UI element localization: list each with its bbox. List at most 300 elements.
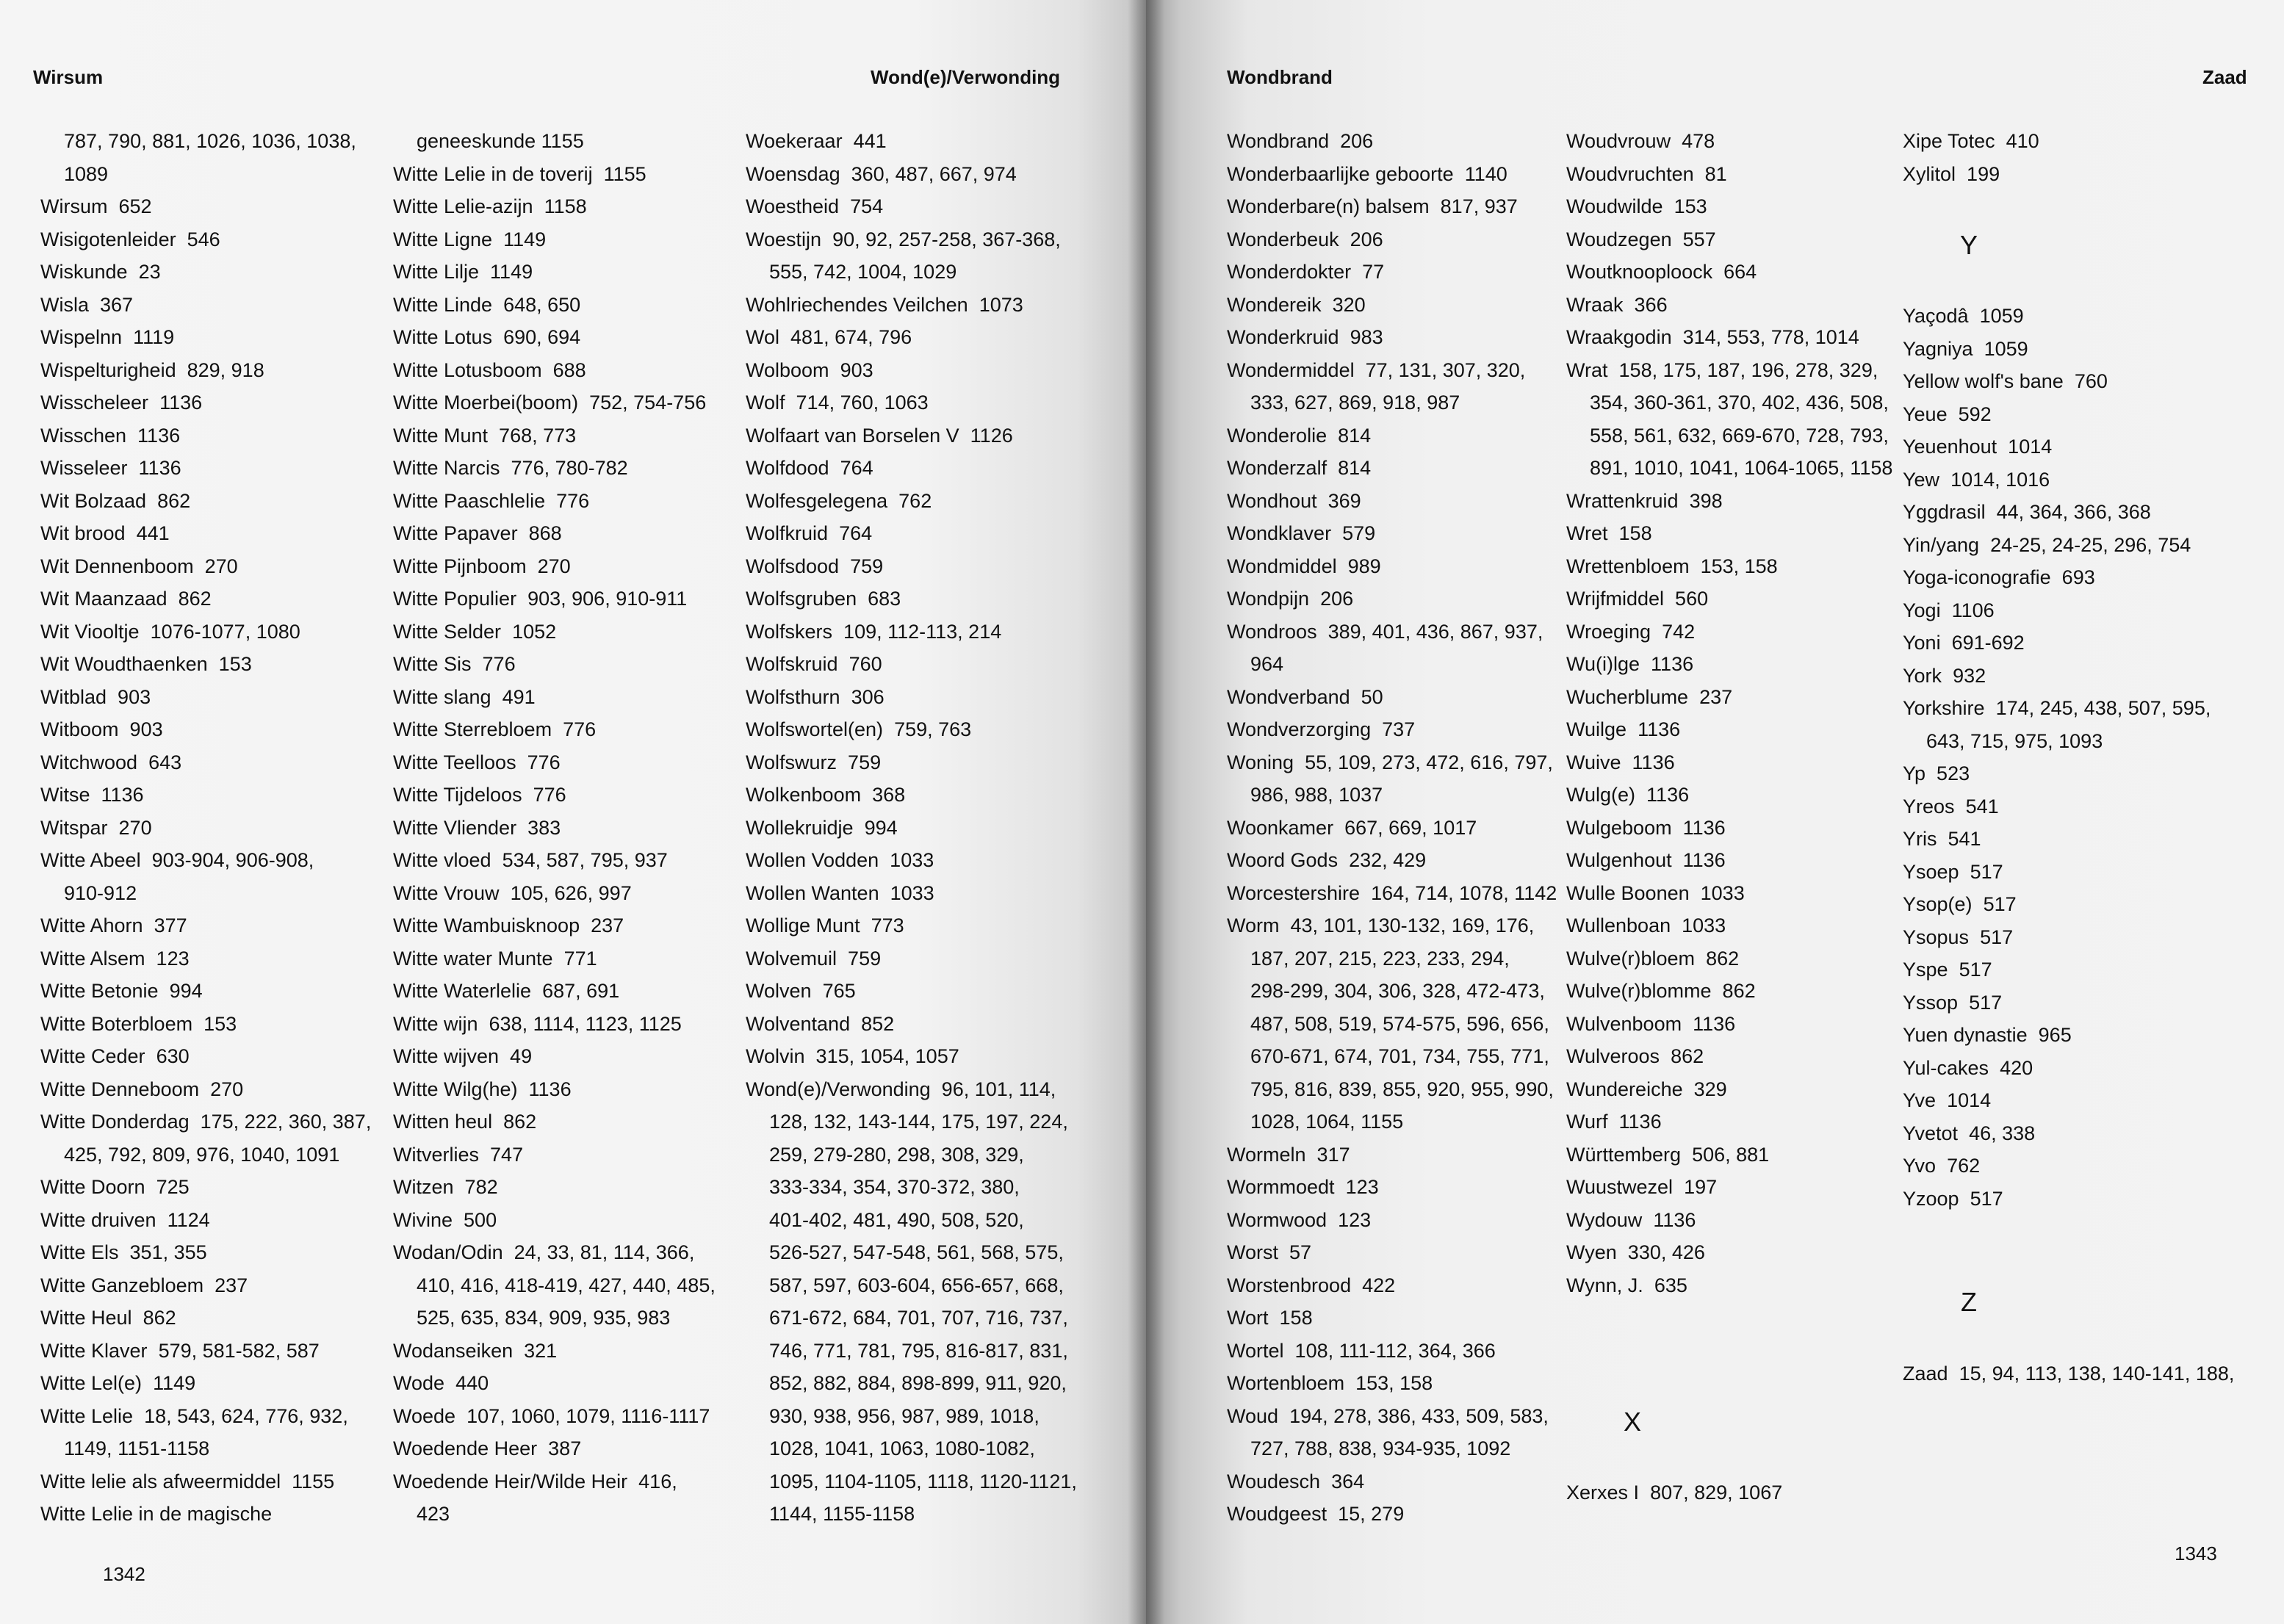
index-entry	[1227, 386, 1557, 419]
entry-page-refs: 55, 109, 273, 472, 616, 797,	[1305, 751, 1553, 773]
entry-page-refs: 638, 1114, 1123, 1125	[489, 1012, 682, 1035]
entry-page-refs: 441	[136, 522, 170, 544]
entry-term: Yve	[1903, 1089, 1937, 1111]
entry-term: Wulve(r)bloem	[1566, 947, 1696, 970]
entry-page-refs: 517	[1970, 1187, 2003, 1210]
index-entry	[1227, 746, 1557, 779]
entry-term: Wit Woudthaenken	[40, 653, 208, 675]
index-column-2	[1566, 125, 1892, 1509]
entry-page-refs: 441	[853, 130, 887, 152]
index-column-1	[1227, 125, 1557, 1531]
entry-page-refs: 1136	[1646, 784, 1690, 806]
index-entry	[1227, 648, 1557, 681]
entry-continuation: 525, 635, 834, 909, 935, 983	[417, 1307, 671, 1329]
index-entry	[746, 419, 1077, 452]
index-entry	[746, 1171, 1077, 1204]
entry-term: Wonderolie	[1227, 424, 1327, 447]
entry-term: Witte wijven	[393, 1045, 500, 1067]
index-entry	[1566, 746, 1892, 779]
entry-page-refs: 868	[528, 522, 562, 544]
entry-page-refs: 903	[129, 718, 163, 740]
index-entry	[746, 681, 1077, 714]
entry-term: Wollen Vodden	[746, 849, 879, 871]
entry-term: Witte vloed	[393, 849, 491, 871]
entry-term: Xerxes I	[1566, 1482, 1640, 1504]
entry-term: Witte Denneboom	[40, 1078, 200, 1100]
index-entry	[393, 681, 716, 714]
entry-continuation: 1028, 1064, 1155	[1250, 1111, 1404, 1133]
entry-term: Witte Teelloos	[393, 751, 516, 773]
entry-page-refs: 158	[1279, 1307, 1313, 1329]
entry-term: Yogi	[1903, 599, 1941, 621]
entry-page-refs: 270	[118, 816, 152, 839]
entry-term: Wolfskers	[746, 620, 833, 643]
index-entry	[40, 386, 371, 419]
entry-page-refs: 630	[156, 1045, 190, 1067]
entry-page-refs: 1136	[1638, 718, 1681, 740]
entry-page-refs: 194, 278, 386, 433, 509, 583,	[1289, 1404, 1549, 1427]
entry-term: Wond(e)/Verwonding	[746, 1078, 931, 1100]
entry-term: Wondmiddel	[1227, 555, 1337, 577]
index-entry	[1566, 942, 1892, 975]
index-entry	[40, 1138, 371, 1172]
index-entry	[393, 713, 716, 746]
entry-term: Wisigotenleider	[40, 228, 176, 250]
entry-page-refs: 541	[1948, 828, 1981, 850]
index-entry	[1227, 1008, 1557, 1041]
entry-page-refs: 1136	[1682, 816, 1726, 839]
entry-page-refs: 1136	[1682, 849, 1726, 871]
entry-term: Witten heul	[393, 1111, 493, 1133]
entry-page-refs: 648, 650	[503, 293, 581, 316]
entry-page-refs: 776	[556, 489, 590, 512]
entry-term: Witte Wambuisknoop	[393, 914, 580, 936]
entry-term: Wolfesgelegena	[746, 489, 888, 512]
entry-term: Yris	[1903, 828, 1937, 850]
index-entry	[1227, 223, 1557, 256]
entry-term: Wisseleer	[40, 457, 128, 479]
entry-page-refs: 667, 669, 1017	[1344, 816, 1477, 839]
entry-term: Wispelturigheid	[40, 358, 176, 381]
index-entry	[393, 485, 716, 518]
index-entry	[1903, 430, 2234, 463]
entry-term: Witte Alsem	[40, 947, 145, 970]
entry-page-refs: 773	[871, 914, 904, 936]
entry-term: Wortenbloem	[1227, 1372, 1345, 1394]
entry-term: Wrat	[1566, 358, 1608, 381]
entry-term: Yagniya	[1903, 337, 1973, 360]
entry-continuation: 727, 788, 838, 934-935, 1092	[1250, 1437, 1511, 1459]
entry-page-refs: 776	[563, 718, 597, 740]
entry-page-refs: 420	[2000, 1056, 2033, 1079]
entry-page-refs: 105, 626, 997	[510, 881, 632, 904]
index-entry	[1566, 1171, 1892, 1204]
entry-term: Yorkshire	[1903, 697, 1985, 719]
entry-term: Wulveroos	[1566, 1045, 1660, 1067]
spacer	[1903, 1215, 2234, 1248]
index-entry	[40, 1465, 371, 1498]
index-entry	[746, 1367, 1077, 1400]
entry-page-refs: 1033	[1700, 881, 1745, 904]
entry-page-refs: 1033	[890, 849, 934, 871]
entry-continuation: 333-334, 354, 370-372, 380,	[769, 1176, 1020, 1198]
index-entry	[40, 256, 371, 289]
index-entry	[393, 1335, 716, 1368]
entry-term: Zaad	[1903, 1362, 1948, 1385]
entry-continuation: 587, 597, 603-604, 656-657, 668,	[769, 1274, 1064, 1296]
index-entry	[746, 1236, 1077, 1269]
spacer	[1566, 1444, 1892, 1477]
entry-page-refs: 77	[1362, 261, 1385, 283]
index-entry	[393, 942, 716, 975]
entry-term: Woord Gods	[1227, 849, 1339, 871]
entry-page-refs: 1136	[101, 784, 144, 806]
index-entry	[1903, 1052, 2234, 1085]
entry-continuation: 643, 715, 975, 1093	[1926, 729, 2103, 752]
entry-term: Worcestershire	[1227, 881, 1361, 904]
index-entry	[40, 1073, 371, 1106]
index-entry	[1903, 823, 2234, 856]
entry-page-refs: 329	[1693, 1078, 1727, 1100]
index-entry	[40, 223, 371, 256]
entry-term: Wolvin	[746, 1045, 805, 1067]
entry-continuation: 964	[1250, 653, 1284, 675]
entry-term: Wonderbaarlijke geboorte	[1227, 162, 1454, 185]
entry-term: Wulve(r)blomme	[1566, 980, 1712, 1002]
entry-page-refs: 478	[1682, 130, 1715, 152]
index-entry	[1903, 398, 2234, 431]
entry-term: Wolfsthurn	[746, 685, 840, 708]
entry-page-refs: 90, 92, 257-258, 367-368,	[832, 228, 1061, 250]
entry-page-refs: 523	[1937, 762, 1970, 784]
entry-term: Witte Lotusboom	[393, 358, 542, 381]
index-entry	[393, 1040, 716, 1073]
entry-term: Wirsum	[40, 195, 108, 217]
entry-term: Witte Els	[40, 1241, 119, 1263]
entry-term: Wu(i)lge	[1566, 653, 1640, 675]
index-entry	[746, 223, 1077, 256]
page-number: 1343	[2175, 1542, 2217, 1565]
spacer	[1903, 1324, 2234, 1357]
entry-continuation: 795, 816, 839, 855, 920, 955, 990,	[1250, 1078, 1554, 1100]
entry-term: Wolfswortel(en)	[746, 718, 884, 740]
index-entry	[1227, 289, 1557, 322]
index-entry	[746, 1335, 1077, 1368]
entry-continuation: 1028, 1041, 1063, 1080-1082,	[769, 1437, 1035, 1459]
index-entry	[746, 125, 1077, 158]
entry-page-refs: 683	[868, 588, 901, 610]
entry-continuation: 259, 279-280, 298, 308, 329,	[769, 1143, 1024, 1166]
index-entry	[1227, 1335, 1557, 1368]
entry-term: Wollige Munt	[746, 914, 860, 936]
entry-continuation: 930, 938, 956, 987, 989, 1018,	[769, 1404, 1040, 1427]
entry-term: Witse	[40, 784, 90, 806]
entry-page-refs: 814	[1338, 424, 1372, 447]
index-entry	[1566, 517, 1892, 550]
entry-page-refs: 317	[1316, 1143, 1350, 1166]
entry-term: Wisscheleer	[40, 391, 149, 414]
entry-page-refs: 199	[1967, 162, 2000, 185]
index-entry	[1227, 1400, 1557, 1433]
entry-page-refs: 517	[1969, 991, 2003, 1014]
index-entry	[1566, 812, 1892, 845]
entry-term: Wit Maanzaad	[40, 588, 167, 610]
entry-page-refs: 15, 279	[1338, 1503, 1405, 1525]
index-entry	[1566, 1476, 1892, 1509]
index-entry	[1903, 1357, 2234, 1390]
entry-page-refs: 364	[1331, 1470, 1365, 1493]
entry-term: Yspe	[1903, 959, 1948, 981]
entry-page-refs: 153	[218, 653, 252, 675]
entry-term: Ysoep	[1903, 860, 1959, 883]
index-entry	[1566, 909, 1892, 942]
index-entry	[393, 452, 716, 485]
index-entry	[1227, 1269, 1557, 1302]
index-entry	[1227, 1465, 1557, 1498]
index-entry	[393, 1498, 716, 1531]
index-entry	[1903, 1183, 2234, 1216]
entry-term: Wort	[1227, 1307, 1269, 1329]
index-entry	[393, 1367, 716, 1400]
entry-term: Wolfaart van Borselen V	[746, 424, 959, 447]
index-entry	[746, 485, 1077, 518]
index-entry	[40, 190, 371, 223]
entry-page-refs: 206	[1350, 228, 1383, 250]
entry-continuation: 852, 882, 884, 898-899, 911, 920,	[769, 1372, 1067, 1394]
entry-term: Woonkamer	[1227, 816, 1334, 839]
index-entry	[1566, 713, 1892, 746]
index-entry	[40, 1040, 371, 1073]
entry-term: Woestheid	[746, 195, 840, 217]
entry-term: Yggdrasil	[1903, 501, 1986, 523]
entry-term: Woedende Heer	[393, 1437, 538, 1459]
index-entry	[1566, 975, 1892, 1008]
entry-page-refs: 768, 773	[499, 424, 577, 447]
index-entry	[40, 877, 371, 910]
entry-term: Wondbrand	[1227, 130, 1330, 152]
entry-page-refs: 903, 906, 910-911	[527, 588, 688, 610]
running-head-right: Wond(e)/Verwonding	[871, 66, 1061, 88]
index-entry	[40, 713, 371, 746]
entry-page-refs: 108, 111-112, 364, 366	[1294, 1339, 1496, 1362]
index-entry	[746, 1073, 1077, 1106]
index-entry	[746, 1302, 1077, 1335]
index-entry	[1227, 125, 1557, 158]
index-entry	[393, 1138, 716, 1172]
entry-page-refs: 1124	[167, 1208, 210, 1231]
entry-term: Wol	[746, 326, 780, 348]
entry-term: Woudvrouw	[1566, 130, 1671, 152]
index-entry	[746, 909, 1077, 942]
entry-page-refs: 652	[118, 195, 152, 217]
index-entry	[393, 1432, 716, 1465]
index-entry	[1227, 942, 1557, 975]
entry-term: Witte Lelie-azijn	[393, 195, 533, 217]
entry-page-refs: 765	[822, 980, 856, 1002]
section-letter: Z	[1961, 1287, 1977, 1317]
index-entry	[1227, 1138, 1557, 1172]
index-entry	[1227, 812, 1557, 845]
index-entry	[1227, 681, 1557, 714]
index-entry	[393, 354, 716, 387]
index-entry	[1227, 354, 1557, 387]
entry-page-refs: 481, 674, 796	[790, 326, 912, 348]
right-page	[1146, 0, 2284, 1624]
index-entry	[40, 125, 371, 158]
index-entry	[40, 1400, 371, 1433]
index-entry	[40, 289, 371, 322]
index-entry	[1566, 681, 1892, 714]
entry-page-refs: 903	[840, 358, 873, 381]
entry-term: Witte Lelie	[40, 1404, 134, 1427]
index-entry	[40, 517, 371, 550]
index-entry	[1227, 190, 1557, 223]
entry-term: Worm	[1227, 914, 1280, 936]
index-entry	[1903, 496, 2234, 529]
entry-page-refs: 1106	[1951, 599, 1995, 621]
index-entry	[40, 1367, 371, 1400]
entry-page-refs: 77, 131, 307, 320,	[1365, 358, 1526, 381]
index-entry	[1566, 256, 1892, 289]
index-column-3	[746, 125, 1077, 1531]
entry-page-refs: 500	[464, 1208, 497, 1231]
index-entry	[393, 1302, 716, 1335]
entry-page-refs: 807, 829, 1067	[1650, 1482, 1783, 1504]
index-entry	[1566, 1073, 1892, 1106]
entry-page-refs: 153	[1674, 195, 1707, 217]
index-entry	[1227, 550, 1557, 583]
entry-page-refs: 175, 222, 360, 387,	[200, 1111, 372, 1133]
entry-page-refs: 123	[156, 947, 190, 970]
section-letter: X	[1623, 1406, 1641, 1437]
index-entry	[40, 1008, 371, 1041]
entry-page-refs: 759	[848, 947, 882, 970]
entry-page-refs: 1014, 1016	[1950, 468, 2050, 491]
entry-page-refs: 1052	[512, 620, 557, 643]
entry-term: Wohlriechendes Veilchen	[746, 293, 968, 316]
index-entry	[40, 550, 371, 583]
entry-page-refs: 1155	[292, 1470, 335, 1493]
entry-term: Witte Vliender	[393, 816, 517, 839]
entry-term: Wraakgodin	[1566, 326, 1672, 348]
entry-page-refs: 1140	[1464, 162, 1507, 185]
index-entry	[40, 746, 371, 779]
index-entry	[746, 1138, 1077, 1172]
entry-term: Wondverzorging	[1227, 718, 1372, 740]
index-entry	[40, 354, 371, 387]
index-entry	[1903, 757, 2234, 790]
index-entry	[393, 1400, 716, 1433]
entry-continuation: 423	[417, 1503, 450, 1525]
entry-continuation: 555, 742, 1004, 1029	[769, 261, 957, 283]
index-entry	[393, 419, 716, 452]
entry-term: Witte Linde	[393, 293, 493, 316]
index-entry	[1227, 321, 1557, 354]
entry-term: Wulg(e)	[1566, 784, 1636, 806]
entry-page-refs: 96, 101, 114,	[941, 1078, 1056, 1100]
entry-page-refs: 1033	[1682, 914, 1726, 936]
entry-page-refs: 764	[839, 522, 873, 544]
index-entry	[1903, 333, 2234, 366]
entry-term: Witte Pijnboom	[393, 555, 527, 577]
index-entry	[746, 746, 1077, 779]
index-entry	[40, 1432, 371, 1465]
index-entry	[1903, 300, 2234, 333]
entry-page-refs: 158	[1618, 522, 1652, 544]
index-entry	[1227, 844, 1557, 877]
entry-term: Wolfsgruben	[746, 588, 857, 610]
entry-term: Wit Viooltje	[40, 620, 140, 643]
entry-page-refs: 754	[850, 195, 884, 217]
index-entry	[1903, 561, 2234, 594]
entry-page-refs: 1136	[1618, 1111, 1662, 1133]
entry-page-refs: 44, 364, 366, 368	[1996, 501, 2151, 523]
entry-term: Wolven	[746, 980, 812, 1002]
index-entry	[393, 386, 716, 419]
entry-term: Woestijn	[746, 228, 822, 250]
entry-continuation: 187, 207, 215, 223, 233, 294,	[1250, 947, 1510, 970]
entry-page-refs: 635	[1654, 1274, 1687, 1296]
index-entry	[393, 1008, 716, 1041]
index-entry	[393, 779, 716, 812]
entry-page-refs: 123	[1338, 1208, 1372, 1231]
entry-page-refs: 237	[1699, 685, 1733, 708]
entry-page-refs: 829, 918	[187, 358, 264, 381]
entry-page-refs: 237	[215, 1274, 248, 1296]
index-entry	[746, 713, 1077, 746]
entry-term: Wulgeboom	[1566, 816, 1672, 839]
index-entry	[40, 1236, 371, 1269]
index-entry	[746, 942, 1077, 975]
entry-continuation: 746, 771, 781, 795, 816-817, 831,	[769, 1339, 1068, 1362]
entry-page-refs: 18, 543, 624, 776, 932,	[144, 1404, 348, 1427]
entry-continuation: 1089	[64, 162, 109, 185]
entry-term: Witte Lotus	[393, 326, 493, 348]
entry-term: Witte slang	[393, 685, 491, 708]
index-entry	[746, 648, 1077, 681]
section-letter: Y	[1959, 229, 1978, 260]
entry-term: Witte Papaver	[393, 522, 518, 544]
index-entry	[40, 779, 371, 812]
entry-page-refs: 862	[178, 588, 212, 610]
entry-term: Yaçodâ	[1903, 305, 1969, 327]
index-entry	[1903, 463, 2234, 497]
entry-term: Witte Munt	[393, 424, 489, 447]
index-entry	[40, 485, 371, 518]
entry-term: Wiskunde	[40, 261, 128, 283]
entry-page-refs: 517	[1983, 893, 2017, 915]
entry-continuation: 910-912	[64, 881, 137, 904]
spacer	[1903, 190, 2234, 223]
entry-page-refs: 1149	[490, 261, 533, 283]
entry-page-refs: 153, 158	[1700, 555, 1778, 577]
entry-page-refs: 123	[1345, 1176, 1379, 1198]
entry-page-refs: 579, 581-582, 587	[158, 1339, 320, 1362]
entry-term: Witte Vrouw	[393, 881, 500, 904]
entry-page-refs: 776	[527, 751, 561, 773]
entry-page-refs: 1136	[159, 391, 203, 414]
entry-term: Yoni	[1903, 632, 1941, 654]
entry-continuation: 986, 988, 1037	[1250, 784, 1383, 806]
entry-page-refs: 560	[1675, 588, 1709, 610]
index-entry	[1227, 1432, 1557, 1465]
entry-page-refs: 932	[1953, 664, 1986, 687]
entry-term: Wolfskruid	[746, 653, 838, 675]
entry-term: Woud	[1227, 1404, 1279, 1427]
index-entry	[393, 550, 716, 583]
entry-page-refs: 232, 429	[1349, 849, 1427, 871]
entry-term: Yellow wolf's bane	[1903, 370, 2064, 392]
